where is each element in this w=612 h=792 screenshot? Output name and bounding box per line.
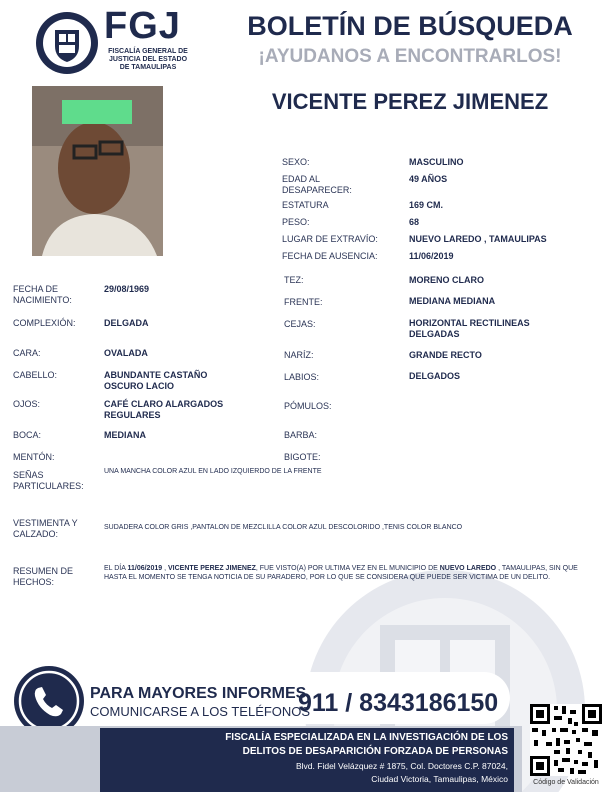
lugar-label: LUGAR DE EXTRAVÍO:	[282, 234, 378, 244]
lugar-value: NUEVO LAREDO , TAMAULIPAS	[409, 234, 547, 244]
pomulos-label: PÓMULOS:	[284, 401, 332, 411]
senas-value: UNA MANCHA COLOR AZUL EN LADO IZQUIERDO DE LA FRENTE	[104, 468, 322, 475]
nariz-value: GRANDE RECTO	[409, 350, 482, 360]
bulletin-title: BOLETÍN DE BÚSQUEDA	[247, 11, 573, 41]
boca-value: MEDIANA	[104, 430, 146, 440]
peso-value: 68	[409, 217, 420, 227]
cara-label: CARA:	[13, 348, 41, 358]
edad-value: 49 AÑOS	[409, 174, 448, 184]
ojos-label: OJOS:	[13, 399, 41, 409]
bigote-label: BIGOTE:	[284, 452, 321, 462]
nariz-label: NARÍZ:	[284, 350, 314, 360]
cabello-label: CABELLO:	[13, 370, 58, 380]
peso-label: PESO:	[282, 217, 310, 227]
estatura-label: ESTATURA	[282, 200, 329, 210]
tez-label: TEZ:	[284, 275, 304, 285]
org-name-line1: FISCALÍA GENERAL DE	[108, 48, 188, 55]
cejas-value: HORIZONTAL RECTILINEAS DELGADAS	[409, 318, 530, 339]
senas-label: SEÑAS PARTICULARES:	[13, 470, 84, 491]
ojos-value: CAFÉ CLARO ALARGADOS REGULARES	[104, 399, 224, 420]
barba-label: BARBA:	[284, 430, 318, 440]
menton-label: MENTÓN:	[13, 452, 55, 462]
estatura-value: 169 CM.	[409, 200, 444, 210]
edad-label: EDAD AL DESAPARECER:	[282, 174, 352, 195]
resumen-label: RESUMEN DE HECHOS:	[13, 566, 74, 587]
resumen-value: EL DÍA 11/06/2019 , VICENTE PEREZ JIMENEZ, FUE VISTO(A) POR ULTIMA VEZ EN EL MUNICIPIO DE NUEVO LAREDO , TAMAULIPAS, SIN QUE HASTA EL MOMENTO SE TENGA NOTICIA DE SU PARADERO, POR LO QUE SE CONSIDERA QUE PUEDE SER VICTIMA DE UN DELITO.	[104, 565, 578, 581]
boca-label: BOCA:	[13, 430, 42, 440]
org-name-line2: JUSTICIA DEL ESTADO	[108, 56, 188, 63]
fecha-ausencia-label: FECHA DE AUSENCIA:	[282, 251, 378, 261]
sexo-label: SEXO:	[282, 157, 310, 167]
person-photo	[32, 86, 163, 256]
fecha-ausencia-value: 11/06/2019	[409, 251, 454, 261]
tez-value: MORENO CLARO	[409, 275, 484, 285]
vestimenta-value: SUDADERA COLOR GRIS ,PANTALON DE MEZCLILLA COLOR AZUL DESCOLORIDO ,TENIS COLOR BLANCO	[104, 524, 463, 531]
fecha-nacimiento-value: 29/08/1969	[104, 284, 150, 294]
contact-phone[interactable]: 911 / 8343186150	[298, 689, 499, 717]
org-name-line3: DE TAMAULIPAS	[119, 64, 177, 71]
fgj-logo-seal	[34, 10, 100, 76]
footer-line1: FISCALÍA ESPECIALIZADA EN LA INVESTIGACIÓN DE LOS	[225, 732, 508, 743]
cabello-value: ABUNDANTE CASTAÑO OSCURO LACIO	[104, 370, 208, 391]
frente-value: MEDIANA MEDIANA	[409, 296, 496, 306]
labios-label: LABIOS:	[284, 372, 320, 382]
footer-line4: Ciudad Victoria, Tamaulipas, México	[371, 774, 508, 784]
footer-line2: DELITOS DE DESAPARICIÓN FORZADA DE PERSONAS	[242, 746, 508, 757]
fecha-nacimiento-label: FECHA DE NACIMIENTO:	[13, 284, 72, 305]
sexo-value: MASCULINO	[409, 157, 464, 167]
cejas-label: CEJAS:	[284, 319, 316, 329]
complexion-value: DELGADA	[104, 318, 149, 328]
contact-line2: COMUNICARSE A LOS TELÉFONOS	[90, 704, 311, 719]
person-name: VICENTE PEREZ JIMENEZ	[271, 89, 549, 114]
labios-value: DELGADOS	[409, 371, 461, 381]
footer-line3: Blvd. Fidel Velázquez # 1875, Col. Doctores C.P. 87024,	[296, 761, 508, 771]
qr-caption: Código de Validación	[533, 779, 599, 786]
cara-value: OVALADA	[104, 348, 148, 358]
complexion-label: COMPLEXIÓN:	[13, 318, 76, 328]
vestimenta-label: VESTIMENTA Y CALZADO:	[13, 518, 78, 539]
contact-line1: PARA MAYORES INFORMES,	[90, 685, 311, 702]
bulletin-subtitle: ¡AYUDANOS A ENCONTRARLOS!	[258, 46, 562, 67]
qr-code[interactable]	[530, 704, 602, 776]
org-acronym: FGJ	[104, 5, 181, 47]
frente-label: FRENTE:	[284, 297, 323, 307]
